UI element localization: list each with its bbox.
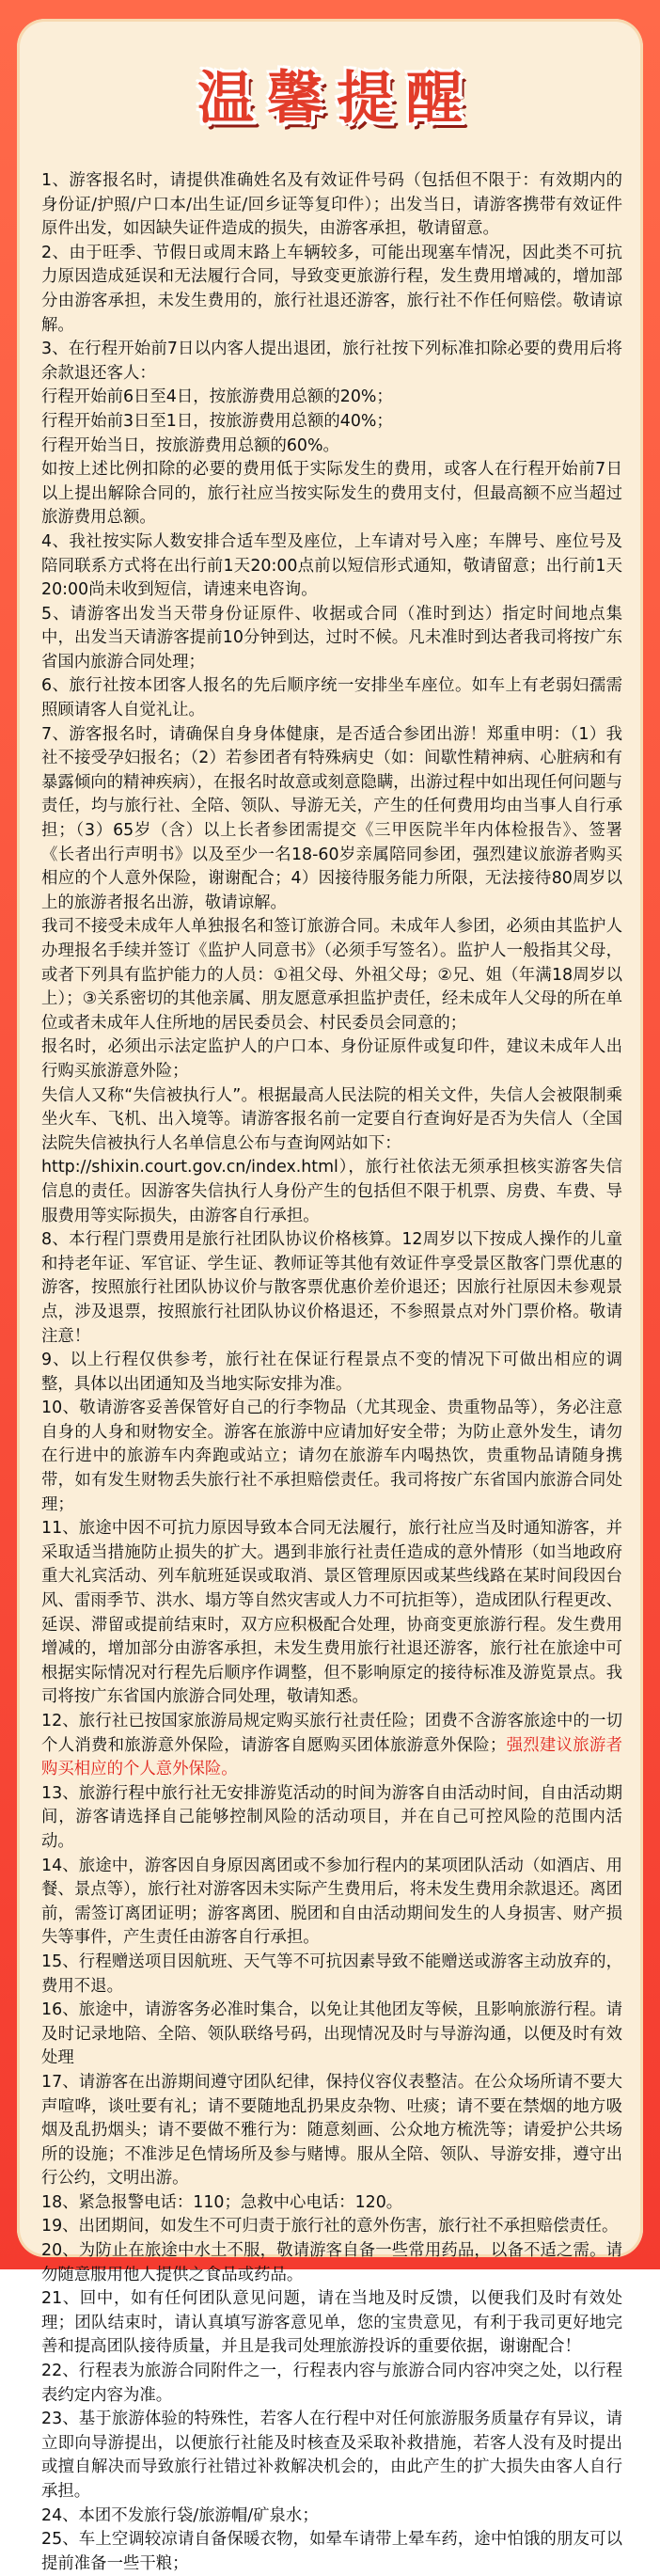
notice-item-13: 13、旅游行程中旅行社无安排游览活动的时间为游客自由活动时间，自由活动期间，游客请选择自己能够控制风险的活动项目，并在自己可控风险的范围内活动。	[41, 1783, 622, 1851]
notice-item-7: 7、游客报名时，请确保自身身体健康，是否适合参团出游！郑重申明：（1）我社不接受孕妇报名；（2）若参团者有特殊病史（如：间歇性精神病、心脏病和有暴露倾向的精神疾病），在报名时故意或刻意隐瞒，出游过程中如出现任何问题与责任，均与旅行社、全陪、领队、导游无关，产生的任何费用均由当事人自行承担；（3）65岁（含）以上长者参团需提交《三甲医院半年内体检报告》、签署《长者出行声明书》以及至少一名18-60岁亲属陪同参团，强烈建议旅游者购买相应的个人意外保险，谢谢配合；4）因接待服务能力所限，无法接待80周岁以上的旅游者报名出游，敬请谅解。	[41, 724, 622, 912]
notice-item-20: 20、为防止在旅途中水土不服，敬请游客自备一些常用药品，以备不适之需。请勿随意服用他人提供之食品或药品。	[41, 2241, 622, 2284]
notice-item-15: 15、行程赠送项目因航班、天气等不可抗因素导致不能赠送或游客主动放弃的，费用不退。	[41, 1952, 622, 1996]
notice-item-8: 8、本行程门票费用是旅行社团队协议价格核算。12周岁以下按成人操作的儿童和持老年证、军官证、学生证、教师证等其他有效证件享受景区散客门票优惠的游客，按照旅行社团队协议价与散客票优惠价差价退还；因旅行社原因未参观景点，涉及退票，按照旅行社团队协议价格退还，不参照景点对外门票价格。敬请注意！	[41, 1230, 622, 1346]
notice-item-6: 6、旅行社按本团客人报名的先后顺序统一安排坐车座位。如车上有老弱妇孺需照顾请客人自觉礼让。	[41, 676, 622, 720]
notice-item-12-highlight: 强烈建议旅游者购买相应的个人意外保险。	[41, 1735, 622, 1779]
notice-item-18: 18、紧急报警电话：110；急救中心电话：120。	[41, 2192, 403, 2212]
notice-item-24: 24、本团不发旅行袋/旅游帽/矿泉水；	[41, 2505, 319, 2525]
notice-item-10: 10、敬请游客妥善保管好自己的行李物品（尤其现金、贵重物品等），务必注意自身的人身和财物安全。游客在旅游中应请加好安全带；为防止意外发生，请勿在行进中的旅游车内奔跑或站立；请勿在旅游车内喝热饮，贵重物品请随身携带，如有发生财物丢失旅行社不承担赔偿责任。我司将按广东省国内旅游合同处理；	[41, 1399, 622, 1514]
notice-item-19: 19、出团期间，如发生不可归责于旅行社的意外伤害，旅行社不承担赔偿责任。	[41, 2217, 619, 2236]
notice-item-11: 11、旅途中因不可抗力原因导致本合同无法履行，旅行社应当及时通知游客，并采取适当措施防止损失的扩大。遇到非旅行社责任造成的意外情形（如当地政府重大礼宾活动、列车航班延误或取消、景区管理原因或某些线路在某时间段因台风、雷雨季节、洪水、塌方等自然灾害或人力不可抗拒等），造成团队行程更改、延误、滞留或提前结束时，双方应积极配合处理，协商变更旅游行程。发生费用增减的，增加部分由游客承担，未发生费用旅行社退还游客，旅行社在旅途中可根据实际情况对行程先后顺序作调整，但不影响原定的接待标准及游览景点。我司将按广东省国内旅游合同处理，敬请知悉。	[41, 1519, 622, 1707]
notice-item-3: 3、在行程开始前7日以内客人提出退团，旅行社按下列标准扣除必要的费用后将余款退还客人：	[41, 340, 622, 383]
notice-item-3-rule-a: 行程开始前6日至4日，按旅游费用总额的20%；	[41, 387, 393, 407]
title-area	[17, 19, 643, 169]
notice-minor-policy: 我司不接受未成年人单独报名和签订旅游合同。未成年人参团，必须由其监护人办理报名手续并签订《监护人同意书》（必须手写签名）。监护人一般指其父母，或者下列具有监护能力的人员：①祖父母、外祖父母；②兄、姐（年满18周岁以上）；③关系密切的其他亲属、朋友愿意承担监护责任，经未成年人父母的所在单位或者未成年人住所地的居民委员会、村民委员会同意的；	[41, 917, 622, 1033]
notice-item-16: 16、旅途中，请游客务必准时集合，以免让其他团友等候，且影响旅游行程。请及时记录地陪、全陪、领队联络号码，出现情况及时与导游沟通，以便及时有效处理	[41, 2000, 622, 2068]
notice-item-4: 4、我社按实际人数安排合适车型及座位，上车请对号入座；车牌号、座位号及陪同联系方式将在出行前1天20:00点前以短信形式通知，敬请留意；出行前1天20:00尚未收到短信，请速来电咨询。	[41, 531, 622, 600]
notice-item-14: 14、旅途中，游客因自身原因离团或不参加行程内的某项团队活动（如酒店、用餐、景点等），旅行社对游客因未实际产生费用后，将未发生费用余款退还。离团前，需签订离团证明；游客离团、脱团和自由活动期间发生的人身损害、财产损失等事件，产生责任由游客自行承担。	[41, 1856, 622, 1948]
notice-card	[17, 19, 643, 2573]
notice-item-12-text: 12、旅行社已按国家旅游局规定购买旅行社责任险；团费不含游客旅途中的一切个人消费和旅游意外保险，请游客自愿购买团体旅游意外保险；	[41, 1712, 622, 1755]
notice-dishonest-url: http://shixin.court.gov.cn/index.html），旅行社依法无须承担核实游客失信信息的责任。因游客失信执行人身份产生的包括但不限于机票、房费、车费、导服费用等实际损失，由游客自行承担。	[41, 1158, 622, 1225]
notice-item-5: 5、请游客出发当天带身份证原件、收据或合同（准时到达）指定时间地点集中，出发当天请游客提前10分钟到达，过时不候。凡未准时到达者我司将按广东省国内旅游合同处理；	[41, 604, 622, 672]
notice-item-3-note: 如按上述比例扣除的必要的费用低于实际发生的费用，或客人在行程开始前7日以上提出解除合同的，旅行社应当按实际发生的费用支付，但最高额不应当超过旅游费用总额。	[41, 460, 622, 528]
notice-body	[17, 169, 643, 2576]
notice-item-23: 23、基于旅游体验的特殊性，若客人在行程中对任何旅游服务质量存有异议，请立即向导游提出，以便旅行社能及时核查及采取补救措施，若客人没有及时提出或擅自解决而导致旅行社错过补救解决机会的，由此产生的扩大损失由客人自行承担。	[41, 2410, 622, 2501]
notice-item-17: 17、请游客在出游期间遵守团队纪律，保持仪容仪表整洁。在公众场所请不要大声喧哗，谈吐要有礼；请不要随地乱扔果皮杂物、吐痰；请不要在禁烟的地方吸烟及乱扔烟头；请不要做不雅行为：随意刻画、公众地方梳洗等；请爱护公共场所的设施；不准涉足色情场所及参与赌博。服从全陪、领队、导游安排，遵守出行公约，文明出游。	[41, 2072, 622, 2189]
notice-dishonest-person: 失信人又称“失信被执行人”。根据最高人民法院的相关文件，失信人会被限制乘坐火车、飞机、出入境等。请游客报名前一定要自行查询好是否为失信人（全国法院失信被执行人名单信息公布与查询网站如下：	[41, 1085, 622, 1153]
notice-item-1: 1、游客报名时，请提供准确姓名及有效证件号码（包括但不限于：有效期内的身份证/护照/户口本/出生证/回乡证等复印件）；出发当日，请游客携带有效证件原件出发，如因缺失证件造成的损失，由游客承担，敬请留意。	[41, 171, 622, 239]
notice-item-9: 9、以上行程仅供参考，旅行社在保证行程景点不变的情况下可做出相应的调整，具体以出团通知及当地实际安排为准。	[41, 1351, 622, 1394]
notice-item-25: 25、车上空调较凉请自备保暖衣物，如晕车请带上晕车药，途中怕饿的朋友可以提前准备一些干粮；	[41, 2530, 622, 2573]
notice-item-21: 21、回中，如有任何团队意见问题，请在当地及时反馈，以便我们及时有效处理；团队结束时，请认真填写游客意见单，您的宝贵意见，有利于我司更好地完善和提高团队接待质量，并且是我司处理旅游投诉的重要依据，谢谢配合！	[41, 2289, 622, 2357]
notice-item-2: 2、由于旺季、节假日或周末路上车辆较多，可能出现塞车情况，因此类不可抗力原因造成延误和无法履行合同，导致变更旅游行程，发生费用增减的，增加部分由游客承担，未发生费用的，旅行社退还游客，旅行社不作任何赔偿。敬请谅解。	[41, 243, 622, 335]
notice-item-3-rule-b: 行程开始前3日至1日，按旅游费用总额的40%；	[41, 411, 393, 431]
notice-item-22: 22、行程表为旅游合同附件之一，行程表内容与旅游合同内容冲突之处，以行程表约定内容为准。	[41, 2362, 622, 2405]
notice-minor-docs: 报名时，必须出示法定监护人的户口本、身份证原件或复印件，建议未成年人出行购买旅游意外险；	[41, 1037, 622, 1081]
notice-item-12	[41, 1710, 622, 1782]
notice-item-3-rule-c: 行程开始当日，按旅游费用总额的60%。	[41, 435, 339, 455]
page-title: 温馨提醒	[197, 66, 476, 132]
